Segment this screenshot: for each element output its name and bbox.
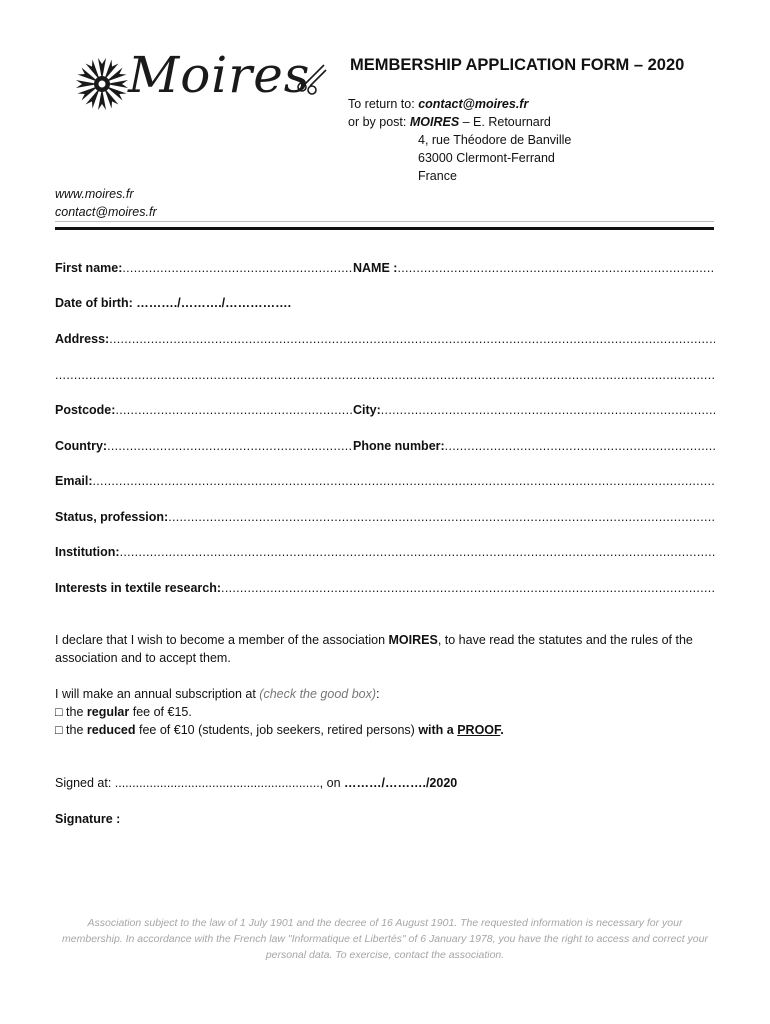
postcode-label: Postcode: [55,403,116,417]
dob-input[interactable]: ………./………./……………. [136,296,292,310]
signature-label: Signature : [55,812,121,826]
option-reduced-with: with a [418,723,458,737]
city-label: City: [353,403,381,417]
option-reduced-proof: PROOF [457,723,501,737]
interests-label: Interests in textile research: [55,581,222,595]
country-label: Country: [55,439,108,453]
option-regular[interactable] [55,703,715,721]
dob-row [55,294,715,312]
institution-row [55,543,715,561]
first-name-input[interactable] [122,259,353,277]
address-row [55,330,715,348]
return-to-label: To return to: [348,97,419,111]
post-name: – E. Retournard [459,115,551,129]
status-label: Status, profession: [55,510,169,524]
dob-label: Date of birth: [55,296,137,310]
address-row-2 [55,366,715,384]
logo-wordmark: Moires [128,46,311,104]
contact-email-link[interactable]: contact@moires.fr [55,205,157,219]
signature-row [55,810,715,828]
first-name-row [55,259,715,277]
postcode-input[interactable] [115,401,353,419]
site-contact-block [55,185,157,221]
subscription-block [55,685,715,739]
option-regular-end: fee of €15. [129,705,192,719]
legal-footer: Association subject to the law of 1 July 1901 and the decree of 16 August 1901. The requested information is necessary for your membership. In accordance with the French law "Informatique et Libertés" of 6 January 1978, you have the right to access and correct your personal data. To exercise, contact the association. [62,917,708,961]
status-row [55,508,715,526]
signed-at-row [55,774,715,792]
option-regular-bold: regular [86,705,130,719]
postcode-city-row [55,401,715,419]
institution-input[interactable] [120,543,715,561]
divider-thick [55,227,714,230]
declaration-org: MOIRES [388,633,438,647]
declaration-start: I declare that I wish to become a member of the association [55,633,389,647]
subscription-colon: : [376,687,380,701]
post-org: MOIRES [409,115,460,129]
address-input[interactable] [109,330,715,348]
email-row [55,472,715,490]
status-input[interactable] [168,508,715,526]
signed-at-field[interactable]: Signed at: ..........................................................., on [55,776,344,790]
interests-input[interactable] [221,579,715,597]
name-label: NAME : [353,261,398,275]
phone-input[interactable] [445,437,715,455]
checkbox-reduced[interactable]: □ the [55,723,87,737]
declaration-text [55,631,715,667]
return-address-block [348,95,571,185]
option-reduced-dot: . [500,723,504,737]
checkbox-regular[interactable]: □ the [55,705,87,719]
address-input-line-2[interactable] [55,366,715,384]
website-link[interactable]: www.moires.fr [55,187,134,201]
country-phone-row [55,437,715,455]
institution-label: Institution: [55,545,120,559]
by-post-label: or by post: [348,115,410,129]
option-reduced-mid: fee of €10 (students, job seekers, retired persons) [135,723,419,737]
form-title: MEMBERSHIP APPLICATION FORM – 2020 [350,56,685,74]
city-input[interactable] [381,401,715,419]
email-input[interactable] [93,472,715,490]
declaration-end: , to have read the statutes and the rules of the association and to accept them. [55,633,693,665]
flower-icon [72,54,132,114]
divider-thin [55,221,714,222]
return-email-link[interactable]: contact@moires.fr [418,97,529,111]
subscription-hint: (check the good box) [259,687,377,701]
option-reduced-bold: reduced [86,723,136,737]
subscription-label: I will make an annual subscription at [55,687,260,701]
option-reduced[interactable] [55,721,715,739]
address-line-1: 4, rue Théodore de Banville [418,133,572,147]
address-label: Address: [55,332,110,346]
country-input[interactable] [107,437,353,455]
phone-label: Phone number: [353,439,445,453]
name-input[interactable] [397,259,715,277]
first-name-label: First name: [55,261,123,275]
email-label: Email: [55,474,93,488]
address-line-2: 63000 Clermont-Ferrand [418,151,555,165]
interests-row [55,579,715,597]
address-line-3: France [418,169,457,183]
signed-date-field[interactable]: ………/………./2020 [344,776,458,790]
